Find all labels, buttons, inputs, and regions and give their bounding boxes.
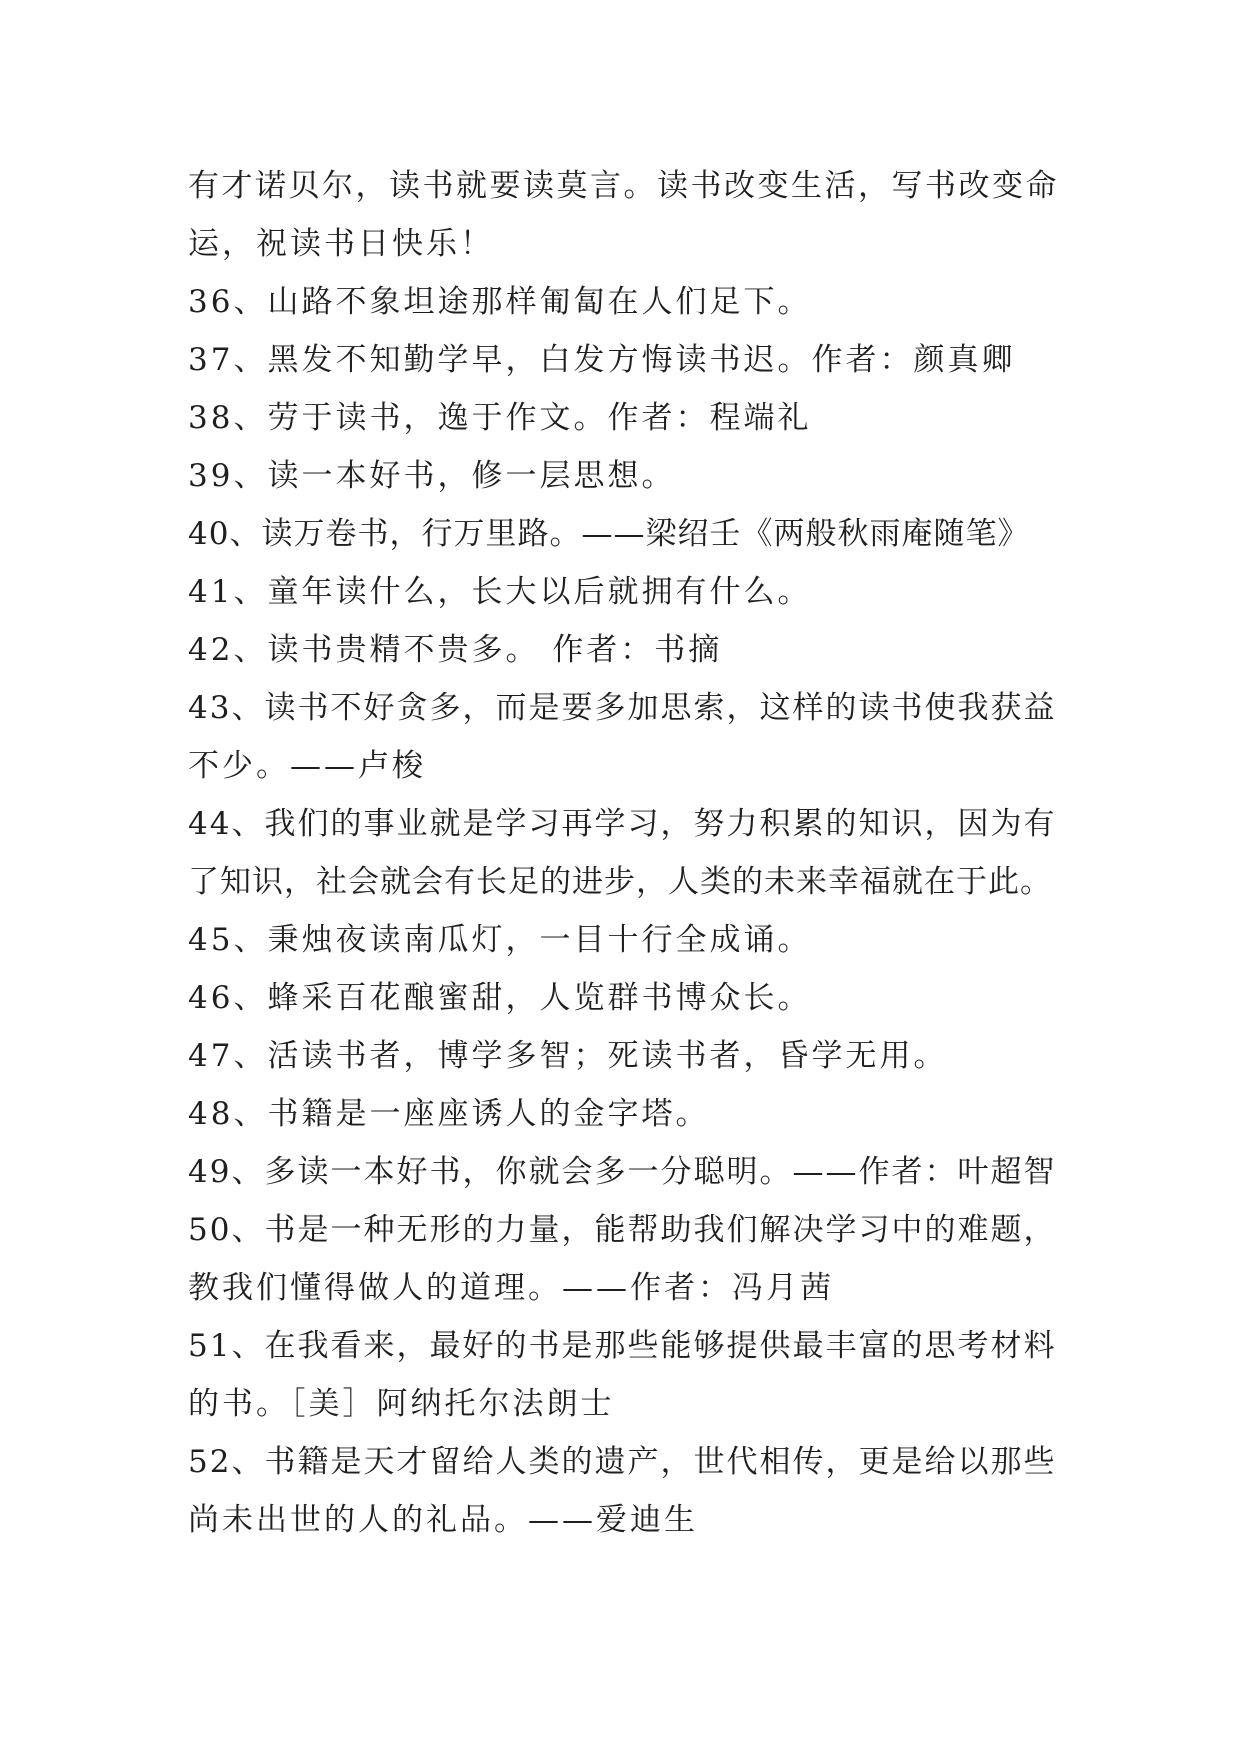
text-line: 50、书是一种无形的力量，能帮助我们解决学习中的难题， [188,1212,1057,1248]
text-line: 41、童年读什么，长大以后就拥有什么。 [188,574,812,610]
text-line: 40、读万卷书，行万里路。——梁绍壬《两般秋雨庵随笔》 [188,516,1030,552]
text-line: 43、读书不好贪多，而是要多加思索，这样的读书使我获益 [188,690,1057,726]
text-line: 47、活读书者，博学多智；死读书者，昏学无用。 [188,1038,948,1074]
text-line: 38、劳于读书，逸于作文。作者：程端礼 [188,400,812,436]
text-line: 45、秉烛夜读南瓜灯，一目十行全成诵。 [188,922,812,958]
text-line: 了知识，社会就会有长足的进步，人类的未来幸福就在于此。 [188,864,1052,900]
text-line: 教我们懂得做人的道理。——作者：冯月茜 [188,1270,834,1306]
text-line: 运，祝读书日快乐！ [188,226,494,262]
text-line: 48、书籍是一座座诱人的金字塔。 [188,1096,710,1132]
text-line: 不少。——卢梭 [188,748,426,784]
text-line: 42、读书贵精不贵多。 作者：书摘 [188,632,723,668]
text-line: 有才诺贝尔，读书就要读莫言。读书改变生活，写书改变命 [188,168,1059,204]
text-line: 36、山路不象坦途那样匍匐在人们足下。 [188,284,812,320]
text-line: 51、在我看来，最好的书是那些能够提供最丰富的思考材料 [188,1328,1057,1364]
text-line: 尚未出世的人的礼品。——爱迪生 [188,1502,698,1538]
text-line: 37、黑发不知勤学早，白发方悔读书迟。作者：颜真卿 [188,342,1016,378]
text-line: 44、我们的事业就是学习再学习，努力积累的知识，因为有 [188,806,1057,842]
text-line: 39、读一本好书，修一层思想。 [188,458,676,494]
text-line: 52、书籍是天才留给人类的遗产，世代相传，更是给以那些 [188,1444,1057,1480]
document-body [188,157,1068,1549]
text-line: 46、蜂采百花酿蜜甜，人览群书博众长。 [188,980,812,1016]
text-line: 的书。［美］阿纳托尔法朗士 [188,1386,615,1422]
text-line: 49、多读一本好书，你就会多一分聪明。——作者：叶超智 [188,1154,1057,1190]
